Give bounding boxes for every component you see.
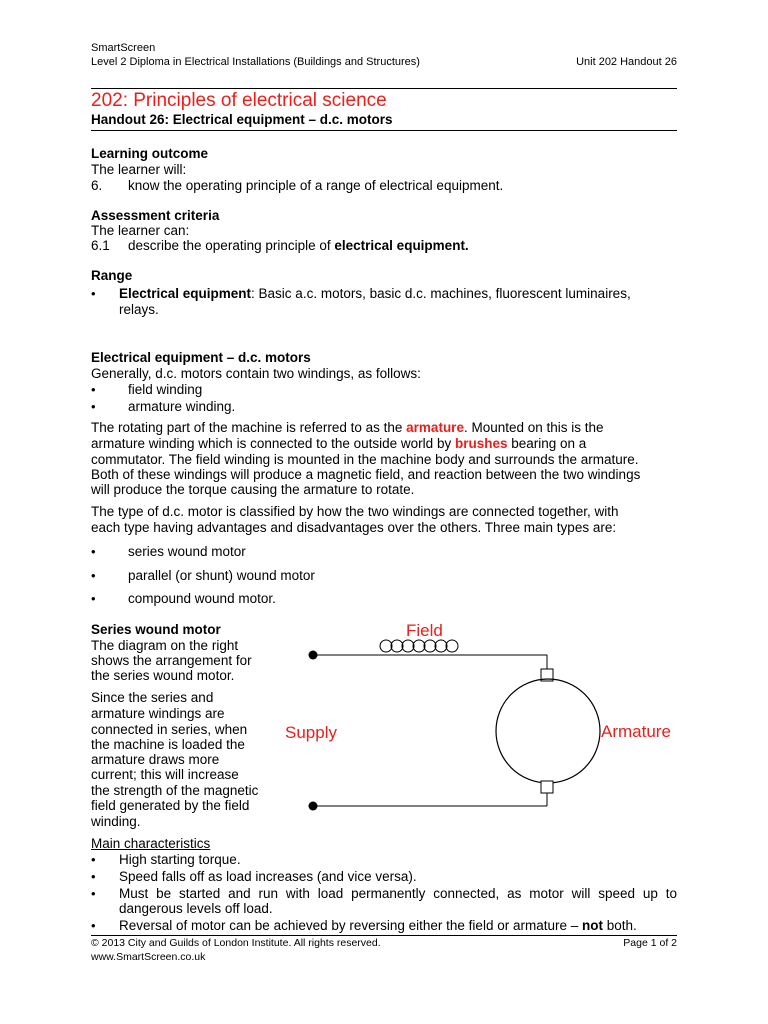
characteristic-item-last: Reversal of motor can be achieved by reversing either the field or armature – not both. bbox=[119, 918, 637, 933]
characteristic-item: Speed falls off as load increases (and vice versa). bbox=[119, 869, 417, 884]
armature-term: armature bbox=[406, 420, 464, 435]
characteristic-bullet: • bbox=[91, 852, 96, 867]
brush-bottom bbox=[541, 781, 553, 793]
header-org: SmartScreen bbox=[91, 42, 156, 54]
range-bold: Electrical equipment bbox=[119, 286, 252, 301]
header-divider bbox=[91, 88, 677, 89]
supply-label: Supply bbox=[285, 723, 337, 742]
assessment-intro: The learner can: bbox=[91, 223, 190, 238]
supply-terminal-bottom bbox=[309, 802, 318, 811]
range-line2: relays. bbox=[119, 302, 159, 317]
characteristic-bullet: • bbox=[91, 918, 96, 933]
winding-item: armature winding. bbox=[128, 399, 236, 414]
learning-outcome-text: know the operating principle of a range of electrical equipment. bbox=[128, 178, 504, 193]
type-item: compound wound motor. bbox=[128, 591, 276, 606]
dc-paragraph2-line1: The type of d.c. motor is classified by how the two windings are connected together, with bbox=[91, 504, 619, 519]
type-item: parallel (or shunt) wound motor bbox=[128, 568, 315, 583]
characteristic-bullet: • bbox=[91, 869, 96, 884]
footer-copyright: © 2013 City and Guilds of London Institute. All rights reserved. bbox=[91, 937, 381, 949]
dc-paragraph1-line1: The rotating part of the machine is referred to as the armature. Mounted on this is the bbox=[91, 420, 604, 435]
characteristic-item: Must be started and run with load permanently connected, as motor will speed up to bbox=[119, 886, 677, 901]
brushes-term: brushes bbox=[454, 436, 508, 451]
dc-paragraph1-line5: will produce the torque causing the armature to rotate. bbox=[91, 482, 415, 497]
series-p1-line: shows the arrangement for bbox=[91, 653, 252, 668]
characteristic-item: High starting torque. bbox=[119, 852, 241, 867]
dc-paragraph1-line3: commutator. The field winding is mounted in the machine body and surrounds the armature. bbox=[91, 452, 639, 467]
armature-label: Armature bbox=[601, 722, 671, 741]
type-bullet: • bbox=[91, 568, 96, 583]
footer-divider bbox=[91, 935, 677, 936]
range-heading: Range bbox=[91, 268, 133, 283]
learning-outcome-number: 6. bbox=[91, 178, 103, 193]
assessment-bold: electrical equipment. bbox=[334, 238, 469, 253]
field-coil bbox=[380, 640, 458, 652]
type-bullet: • bbox=[91, 591, 96, 606]
winding-bullet: • bbox=[91, 382, 96, 397]
series-heading: Series wound motor bbox=[91, 622, 221, 637]
series-p2-line: connected in series, when bbox=[91, 722, 248, 737]
page-title: 202: Principles of electrical science bbox=[91, 90, 387, 111]
series-p2-line: winding. bbox=[91, 814, 141, 829]
series-p2-line: the strength of the magnetic bbox=[91, 783, 259, 798]
armature-circle bbox=[496, 679, 600, 783]
winding-item: field winding bbox=[128, 382, 203, 397]
range-bullet: • bbox=[91, 286, 96, 301]
dc-motors-heading: Electrical equipment – d.c. motors bbox=[91, 350, 311, 365]
header-unit-ref: Unit 202 Handout 26 bbox=[576, 56, 677, 68]
assessment-heading: Assessment criteria bbox=[91, 208, 220, 223]
not-emphasis: not bbox=[581, 918, 603, 933]
series-p2-line: field generated by the field bbox=[91, 798, 250, 813]
series-p2-line: armature windings are bbox=[91, 706, 225, 721]
assessment-number: 6.1 bbox=[91, 238, 110, 253]
series-p1-line: The diagram on the right bbox=[91, 638, 239, 653]
learning-outcome-intro: The learner will: bbox=[91, 162, 187, 177]
characteristics-heading: Main characteristics bbox=[91, 836, 211, 851]
dc-paragraph1-line4: Both of these windings will produce a magnetic field, and reaction between the two windings bbox=[91, 467, 641, 482]
series-p2-line: armature draws more bbox=[91, 752, 220, 767]
series-motor-diagram bbox=[270, 610, 690, 820]
footer-url[interactable]: www.SmartScreen.co.uk bbox=[91, 951, 206, 963]
range-line1: Electrical equipment: Basic a.c. motors, basic d.c. machines, fluorescent luminaires, bbox=[119, 286, 631, 301]
characteristic-bullet: • bbox=[91, 886, 96, 901]
type-bullet: • bbox=[91, 544, 96, 559]
series-p1-line: the series wound motor. bbox=[91, 668, 235, 683]
winding-bullet: • bbox=[91, 399, 96, 414]
type-item: series wound motor bbox=[128, 544, 246, 559]
title-divider bbox=[91, 130, 677, 131]
series-p2-line: Since the series and bbox=[91, 690, 214, 705]
footer-page-number: Page 1 of 2 bbox=[623, 937, 677, 949]
dc-motors-intro: Generally, d.c. motors contain two windings, as follows: bbox=[91, 366, 421, 381]
dc-paragraph2-line2: each type having advantages and disadvantages over the others. Three main types are: bbox=[91, 520, 617, 535]
field-label: Field bbox=[406, 621, 443, 640]
assessment-text: describe the operating principle of electrical equipment. bbox=[128, 238, 469, 253]
series-p2-line: the machine is loaded the bbox=[91, 737, 245, 752]
series-p2-line: current; this will increase bbox=[91, 767, 239, 782]
header-course: Level 2 Diploma in Electrical Installations (Buildings and Structures) bbox=[91, 56, 420, 68]
learning-outcome-heading: Learning outcome bbox=[91, 146, 209, 161]
dc-paragraph1-line2: armature winding which is connected to the outside world by brushes bearing on a bbox=[91, 436, 587, 451]
characteristic-item-continued: dangerous levels off load. bbox=[119, 901, 273, 916]
page-subtitle: Handout 26: Electrical equipment – d.c. motors bbox=[91, 112, 393, 127]
